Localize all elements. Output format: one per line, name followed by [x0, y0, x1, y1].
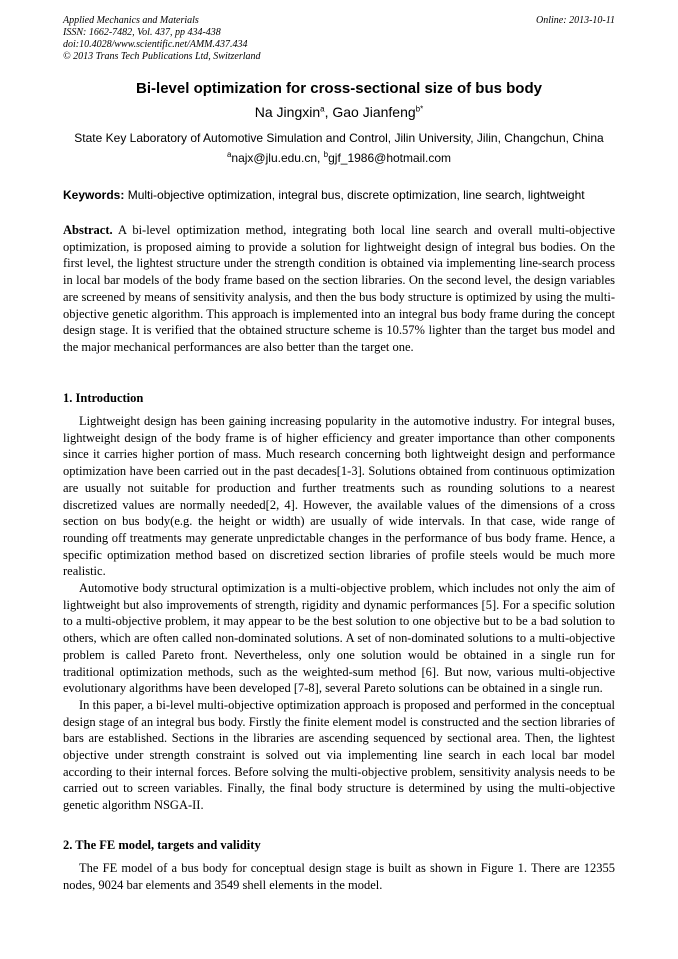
issn-line: ISSN: 1662-7482, Vol. 437, pp 434-438 — [63, 27, 221, 38]
running-header — [63, 15, 615, 63]
section-2-heading: 2. The FE model, targets and validity — [63, 838, 261, 852]
email-a: najx@jlu.edu.cn, — [231, 151, 324, 165]
section-2-body — [63, 860, 615, 893]
keywords-text: Multi-objective optimization, integral bus, discrete optimization, line search, lightweight — [124, 188, 585, 202]
paragraph: Lightweight design has been gaining increasing popularity in the automotive industry. For integral buses, lightweight design of the body frame is of higher efficiency and greater importance than other components since it carries higher portion of mass. Much research concerning both lightweight design and performance optimization have been carried out in the past decades[1-3]. Solutions obtained from continuous optimization are usually not suitable for production and further treatments such as rounding solutions to a nearest discretized values are normally needed[2, 4]. However, the available values of the dimensions of a cross section on bus body(e.g. the height or width) are usually of wide intervals. In that case, wide range of rounding off treatments may generate unpredictable changes in the performance of bus body frame. Hence, a specific optimization method based on discretized section libraries of profile steels would be much more realistic. — [63, 414, 615, 579]
paragraph: The FE model of a bus body for conceptual design stage is built as shown in Figure 1. There are 12355 nodes, 9024 bar elements and 3549 shell elements in the model. — [63, 861, 615, 892]
author-1: Na Jingxin — [254, 104, 321, 120]
author-1-sup: a — [320, 104, 325, 114]
journal-name: Applied Mechanics and Materials — [63, 15, 199, 26]
affiliation: State Key Laboratory of Automotive Simulation and Control, Jilin University, Jilin, Changchun, China — [74, 131, 604, 145]
doi-line: doi:10.4028/www.scientific.net/AMM.437.434 — [63, 39, 248, 50]
email-a-sup: a — [226, 150, 232, 159]
section-1-heading: 1. Introduction — [63, 391, 144, 405]
keywords-label: Keywords: — [63, 188, 125, 202]
section-1-body — [63, 413, 615, 814]
paper-title: Bi-level optimization for cross-sectional size of bus body — [136, 80, 542, 97]
author-separator: , — [324, 104, 333, 120]
author-2-sup: b* — [415, 104, 424, 114]
email-line — [0, 151, 678, 165]
abstract — [63, 222, 615, 356]
online-date: Online: 2013-10-11 — [536, 15, 615, 26]
paragraph: In this paper, a bi-level multi-objective optimization approach is proposed and performed in the conceptual design stage of an integral bus body. Firstly the finite element model is constructed and the section libraries of bars are established. Sections in the libraries are ascending sequenced by sectional area. Then, the lightest objective under strength constraint is solved out via implementing line search in each local bar model according to their internal forces. Before solving the multi-objective problem, sensitivity analysis needs to be carried out to screen variables. Finally, the final body structure is determined by using the multi-objective genetic algorithm NSGA-II. — [63, 697, 615, 813]
author-2: Gao Jianfeng — [332, 104, 416, 120]
email-b-sup: b — [323, 150, 329, 159]
paragraph: Automotive body structural optimization is a multi-objective problem, which includes not only the aim of lightweight but also improvements of strength, rigidity and dynamic performances [5]. For a specific solution to a multi-objective problem, it may appear to be the best solution to one objective but to be a bad solution to others, which are often called non-dominated solutions. A set of non-dominated solutions to a multi-objective problem is called Pareto front. Nevertheless, only one solution would be obtained in a single run for traditional optimization methods, such as the weighted-sum method [6]. But now, various multi-objective evolutionary algorithms have been developed [7-8], several Pareto solutions can be obtained in a single run. — [63, 581, 615, 696]
email-b: gjf_1986@hotmail.com — [328, 151, 452, 165]
keywords — [63, 188, 615, 202]
abstract-label: Abstract. — [63, 223, 113, 237]
copyright-line: © 2013 Trans Tech Publications Ltd, Switzerland — [63, 51, 261, 62]
author-line — [0, 104, 678, 120]
abstract-text: A bi-level optimization method, integrating both local line search and overall multi-objective optimization, is proposed aiming to provide a solution for lightweight design of integral bus bodies. On the first level, the lightest structure under the strength condition is obtained via implementing line-search process in local bar models of the body frame based on the section libraries. On the second level, the design variables are screened by means of sensitivity analysis, and then the bus body structure is optimized by using the multi-objective genetic algorithm. This approach is implemented into an integral bus body frame during the concept design stage. It is verified that the obtained structure scheme is 10.57% lighter than the target bus model and the major mechanical performances are also better than the target one. — [63, 223, 615, 354]
